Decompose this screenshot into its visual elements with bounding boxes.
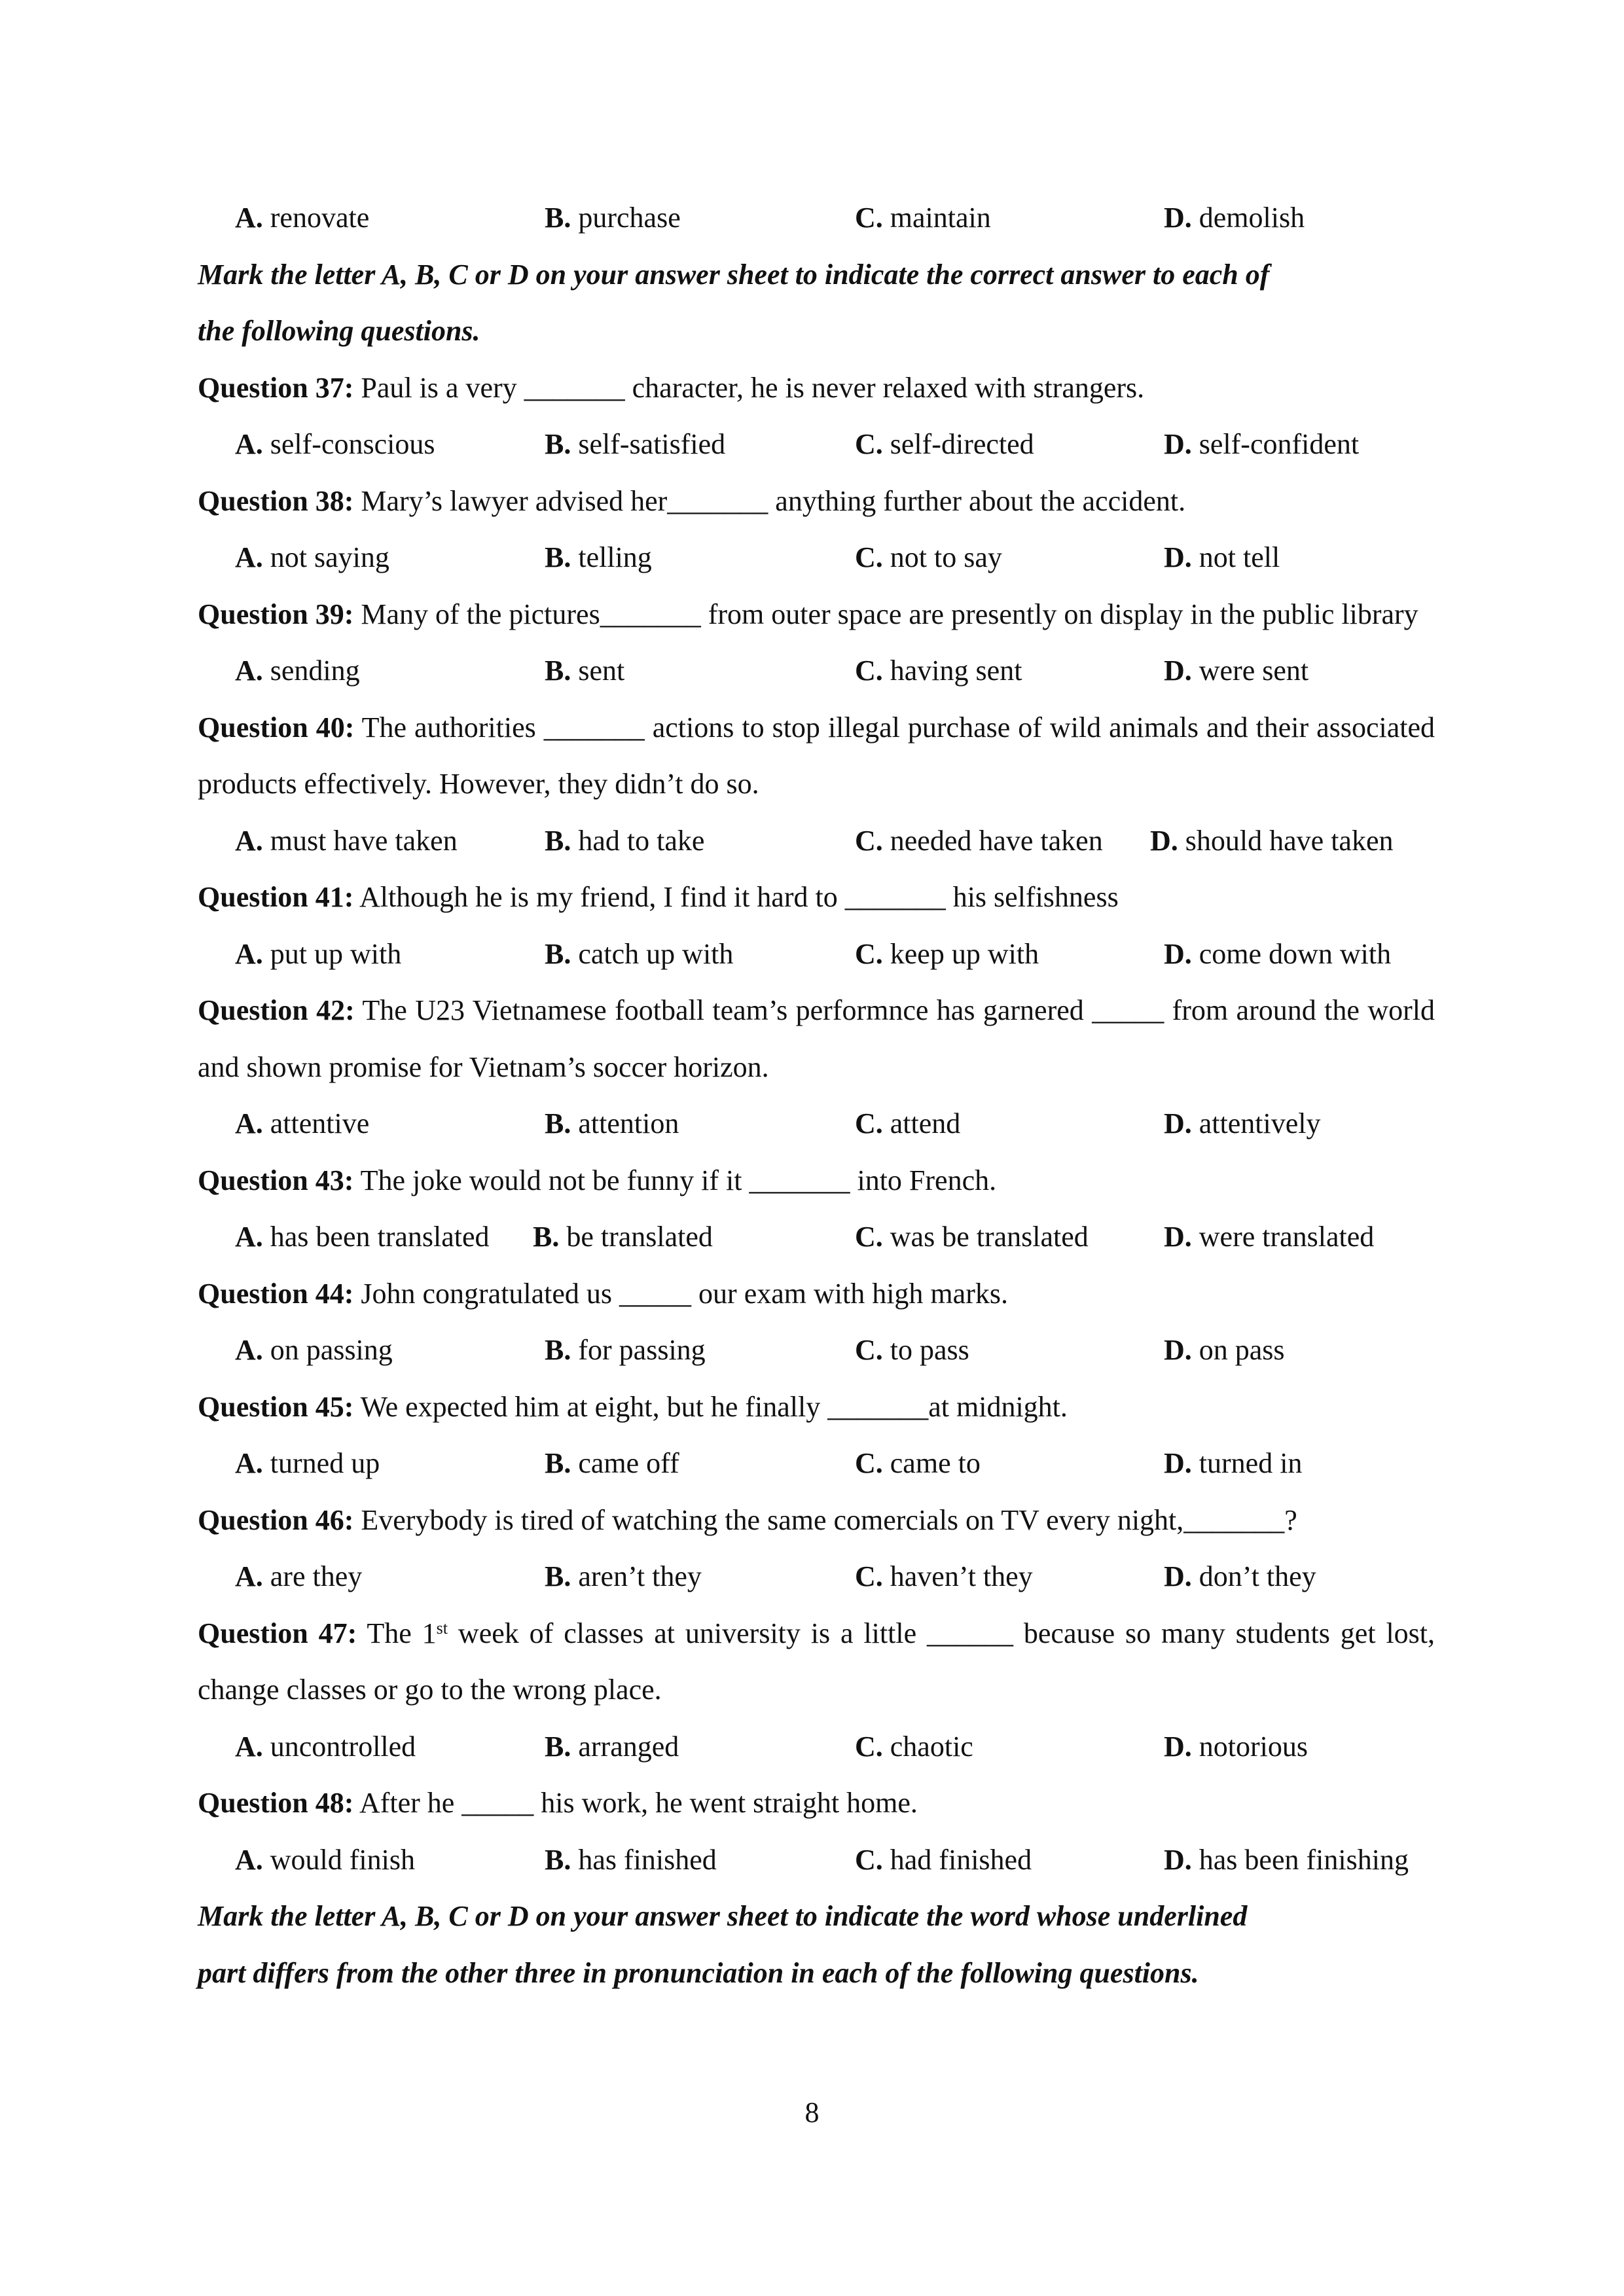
page-number: 8 <box>804 2096 820 2128</box>
option-c: C. maintain <box>855 202 991 234</box>
question-37: Question 37: Paul is a very _______ character, he is never relaxed with strangers. <box>198 371 1145 404</box>
question-48-options <box>198 1832 1435 1889</box>
question-40-options <box>198 813 1435 870</box>
option-a: A. turned up <box>235 1447 380 1479</box>
option-d: D. come down with <box>1164 937 1392 970</box>
question-41: Question 41: Although he is my friend, I find it hard to _______ his selfishness <box>198 881 1119 913</box>
option-c: C. haven’t they <box>855 1560 1033 1592</box>
question-43-options <box>198 1209 1435 1266</box>
question-40: Question 40: The authorities _______ actions to stop illegal purchase of wild animals and their associated products effectively. However, they didn’t do so. <box>198 711 1435 800</box>
option-b: B. sent <box>545 655 625 687</box>
question-41-options <box>198 926 1435 983</box>
section-instruction-line-2: part differs from the other three in pronunciation in each of the following questions. <box>198 1956 1199 1989</box>
option-b: B. be translated <box>533 1221 713 1253</box>
question-47-options <box>198 1719 1435 1776</box>
option-b: B. has finished <box>545 1843 717 1876</box>
option-a: A. renovate <box>235 202 370 234</box>
option-d: D. don’t they <box>1164 1560 1316 1592</box>
question-42: Question 42: The U23 Vietnamese football team’s performnce has garnered _____ from around the world and shown promise for Vietnam’s soccer horizon. <box>198 994 1435 1083</box>
question-42-options <box>198 1096 1435 1153</box>
option-b: B. purchase <box>545 202 681 234</box>
question-38: Question 38: Mary’s lawyer advised her_______ anything further about the accident. <box>198 484 1186 517</box>
question-48: Question 48: After he _____ his work, he went straight home. <box>198 1787 918 1819</box>
option-b: B. for passing <box>545 1334 706 1366</box>
question-45-options <box>198 1435 1435 1492</box>
option-d: D. demolish <box>1164 202 1305 234</box>
question-39: Question 39: Many of the pictures_______ from outer space are presently on display in the public library <box>198 598 1418 630</box>
option-a: A. on passing <box>235 1334 393 1366</box>
option-a: A. must have taken <box>235 824 458 857</box>
option-c: C. came to <box>855 1447 981 1479</box>
option-c: C. having sent <box>855 655 1022 687</box>
option-d: D. were translated <box>1164 1221 1375 1253</box>
question-39-options <box>198 643 1435 700</box>
option-d: D. on pass <box>1164 1334 1285 1366</box>
previous-question-options <box>198 190 1435 247</box>
option-b: B. attention <box>545 1107 679 1139</box>
option-c: C. had finished <box>855 1843 1032 1876</box>
option-b: B. self-satisfied <box>545 428 726 460</box>
option-a: A. uncontrolled <box>235 1730 416 1763</box>
question-46: Question 46: Everybody is tired of watching the same comercials on TV every night,_______? <box>198 1503 1297 1536</box>
section-instruction-line-1: Mark the letter A, B, C or D on your answer sheet to indicate the correct answer to each of <box>198 258 1270 291</box>
section-instruction-line-1: Mark the letter A, B, C or D on your answer sheet to indicate the word whose underlined <box>198 1900 1248 1932</box>
option-c: C. keep up with <box>855 937 1039 970</box>
option-b: B. aren’t they <box>545 1560 702 1592</box>
option-c: C. not to say <box>855 541 1002 573</box>
option-d: D. turned in <box>1164 1447 1303 1479</box>
section-instruction-line-2: the following questions. <box>198 315 480 347</box>
option-b: B. came off <box>545 1447 679 1479</box>
option-d: D. notorious <box>1164 1730 1308 1763</box>
question-43: Question 43: The joke would not be funny if it _______ into French. <box>198 1164 997 1196</box>
option-d: D. should have taken <box>1150 824 1394 857</box>
option-a: A. attentive <box>235 1107 370 1139</box>
option-b: B. catch up with <box>545 937 734 970</box>
option-a: A. not saying <box>235 541 389 573</box>
question-44-options <box>198 1322 1435 1379</box>
option-c: C. needed have taken <box>855 824 1103 857</box>
option-b: B. arranged <box>545 1730 679 1763</box>
question-47: Question 47: The 1st week of classes at university is a little ______ because so many students get lost, change classes or go to the wrong place. <box>198 1617 1435 1706</box>
option-a: A. sending <box>235 655 360 687</box>
option-a: A. are they <box>235 1560 363 1592</box>
option-c: C. attend <box>855 1107 961 1139</box>
option-c: C. chaotic <box>855 1730 973 1763</box>
exam-page-content <box>198 190 1435 2001</box>
option-b: B. had to take <box>545 824 705 857</box>
question-44: Question 44: John congratulated us _____ our exam with high marks. <box>198 1277 1008 1310</box>
option-c: C. was be translated <box>855 1221 1089 1253</box>
option-a: A. would finish <box>235 1843 416 1876</box>
option-c: C. to pass <box>855 1334 969 1366</box>
option-b: B. telling <box>545 541 652 573</box>
option-d: D. self-confident <box>1164 428 1360 460</box>
question-38-options <box>198 529 1435 586</box>
option-c: C. self-directed <box>855 428 1034 460</box>
option-d: D. not tell <box>1164 541 1280 573</box>
option-d: D. were sent <box>1164 655 1309 687</box>
option-a: A. has been translated <box>235 1221 490 1253</box>
question-45: Question 45: We expected him at eight, but he finally _______at midnight. <box>198 1390 1068 1423</box>
option-d: D. has been finishing <box>1164 1843 1409 1876</box>
option-a: A. self-conscious <box>235 428 435 460</box>
option-a: A. put up with <box>235 937 402 970</box>
option-d: D. attentively <box>1164 1107 1321 1139</box>
question-37-options <box>198 416 1435 473</box>
question-46-options <box>198 1549 1435 1605</box>
